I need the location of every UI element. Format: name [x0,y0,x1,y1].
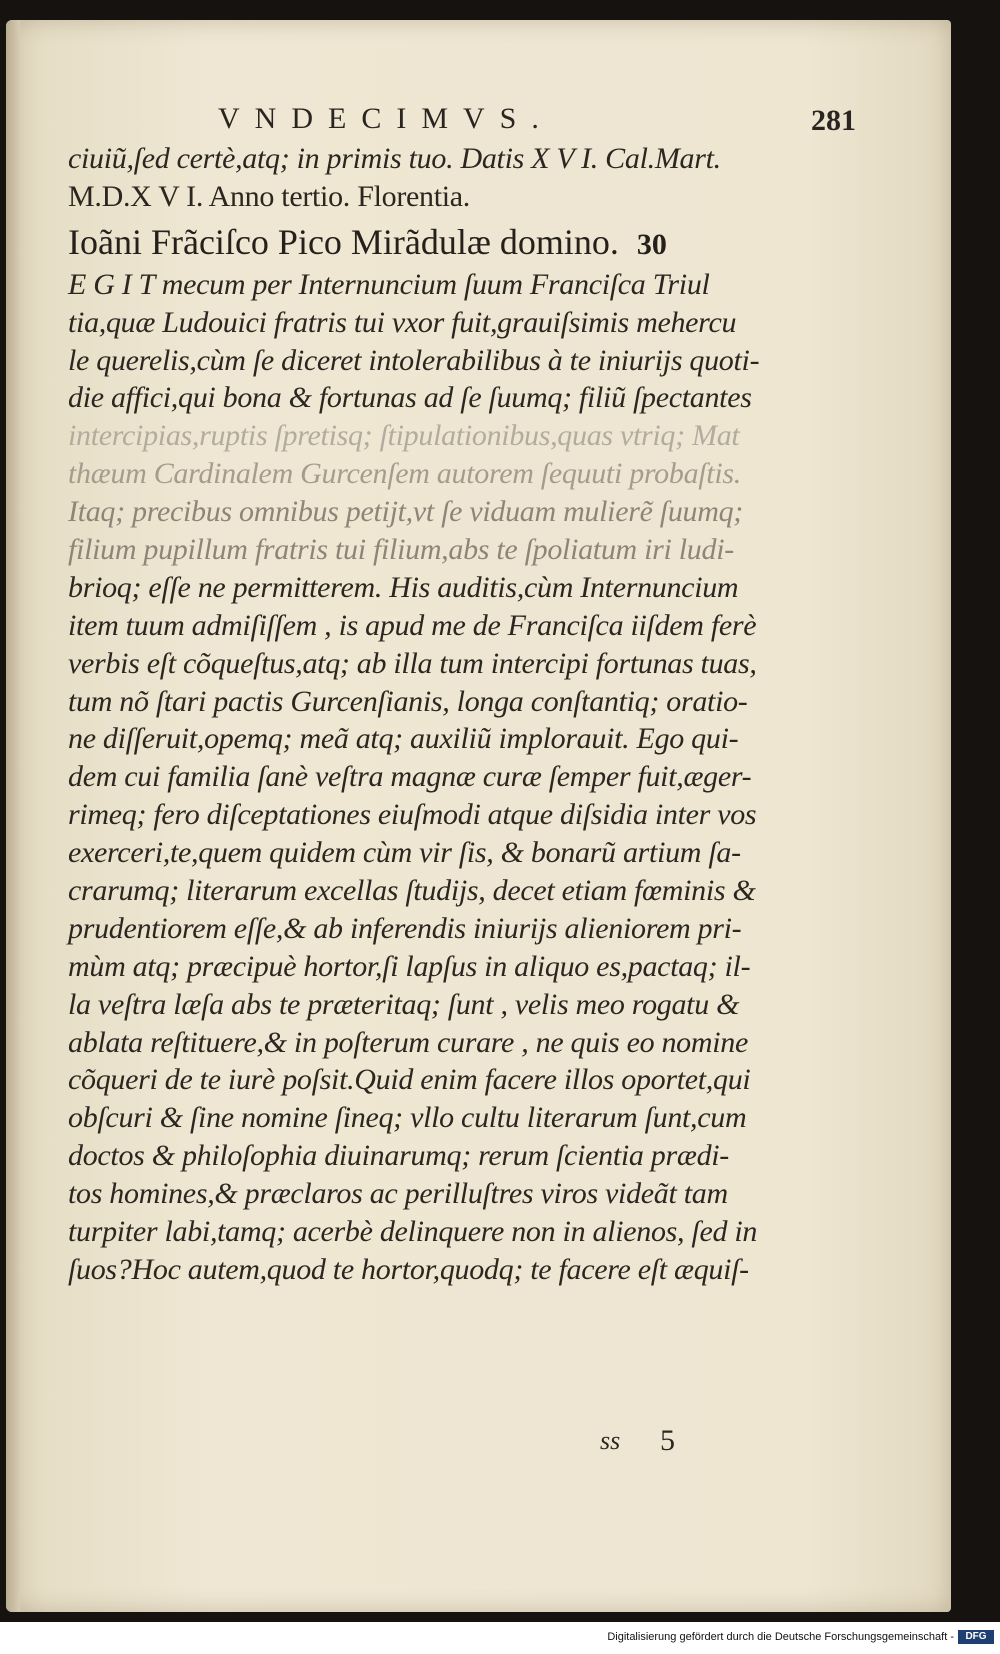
body-line: doctos & philoſophia diuinarumq; rerum ſcientia prædi- [68,1139,729,1173]
letter-body [68,266,838,1289]
body-line: exerceri,te,quem quidem cùm vir ſis, & bonarũ artium ſa- [68,836,741,870]
body-line: dem cui familia ſanè veſtra magnæ curæ ſemper fuit,æger- [68,760,752,794]
closing-line: ciuiũ,ſed certè,atq; in primis tuo. Datis X V I. Cal.Mart. [68,142,721,175]
body-line: verbis eſt cõqueſtus,atq; ab illa tum intercipi fortunas tuas, [68,646,757,680]
body-line: prudentiorem eſſe,& ab inferendis iniurijs alieniorem pri- [68,911,742,945]
running-head [68,80,856,140]
body-line: mùm atq; præcipuè hortor,ſi lapſus in aliquo es,pactaq; il- [68,949,751,983]
body-line: die affici,qui bona & fortunas ad ſe ſuumq; filiũ ſpectantes [68,381,752,415]
previous-letter-closing [68,140,838,216]
dfg-logo: DFG [958,1630,994,1644]
body-line: turpiter labi,tamq; acerbè delinquere non in alienos, ſed in [68,1215,758,1249]
funding-credit-text: Digitalisierung gefördert durch die Deutsche Forschungsgemeinschaft - [607,1631,954,1643]
running-title: VNDECIMVS. [218,102,554,135]
body-line: brioq; eſſe ne permitterem. His auditis,cùm Internuncium [68,570,739,604]
body-line: tum nõ ſtari pactis Gurcenſianis, longa conſtantiq; oratio- [68,684,748,718]
page-number: 281 [811,104,856,137]
body-line: obſcuri & ſine nomine ſineq; vllo cultu literarum ſunt,cum [68,1101,747,1135]
closing-line: M.D.X V I. Anno tertio. Florentia. [68,179,471,213]
body-line: ablata reſtituere,& in poſterum curare , ne quis eo nomine [68,1025,748,1059]
body-line: thæum Cardinalem Gurcenſem autorem ſequuti probaſtis. [68,457,741,491]
body-line: filium pupillum fratris tui filium,abs te ſpoliatum iri ludi- [68,533,734,567]
letter-heading-text: Ioãni Frãciſco Pico Mirãdulæ domino. [68,221,619,262]
body-line: rimeq; fero diſceptationes eiuſmodi atque diſsidia inter vos [68,798,757,832]
signature-mark: ss [600,1426,621,1455]
text-block [68,80,856,1457]
catchword-number: 5 [660,1424,675,1457]
body-line: le querelis,cùm ſe diceret intolerabilibus à te iniurijs quoti- [68,343,760,377]
body-line: item tuum admiſiſſem , is apud me de Franciſca iiſdem ferè [68,608,757,642]
body-line: cõqueri de te iurè poſsit.Quid enim facere illos oportet,qui [68,1063,751,1097]
letter-number: 30 [636,227,667,261]
body-line: tia,quæ Ludouici fratris tui vxor fuit,grauiſsimis mehercu [68,305,737,339]
body-line: crarumq; literarum excellas ſtudijs, decet etiam fœminis & [68,874,756,908]
body-line: intercipias,ruptis ſpretisq; ſtipulationibus,quas vtriq; Mat [68,419,740,453]
page-footer [68,1426,838,1466]
letter-heading [68,218,838,266]
body-line: ne diſſeruit,opemq; meã atq; auxiliũ implorauit. Ego qui- [68,722,739,756]
body-line: E G I T mecum per Internuncium ſuum Franciſca Triul [68,267,710,301]
body-line: ſuos?Hoc autem,quod te hortor,quodq; te facere eſt æquiſ- [68,1252,749,1286]
body-line: la veſtra læſa abs te præteritaq; ſunt , velis meo rogatu & [68,987,740,1021]
body-line: Itaq; precibus omnibus petijt,vt ſe viduam mulierẽ ſuumq; [68,495,743,529]
book-page [6,20,951,1612]
funding-credit-bar [0,1622,1000,1654]
body-line: tos homines,& præclaros ac perilluſtres viros videãt tam [68,1177,728,1211]
